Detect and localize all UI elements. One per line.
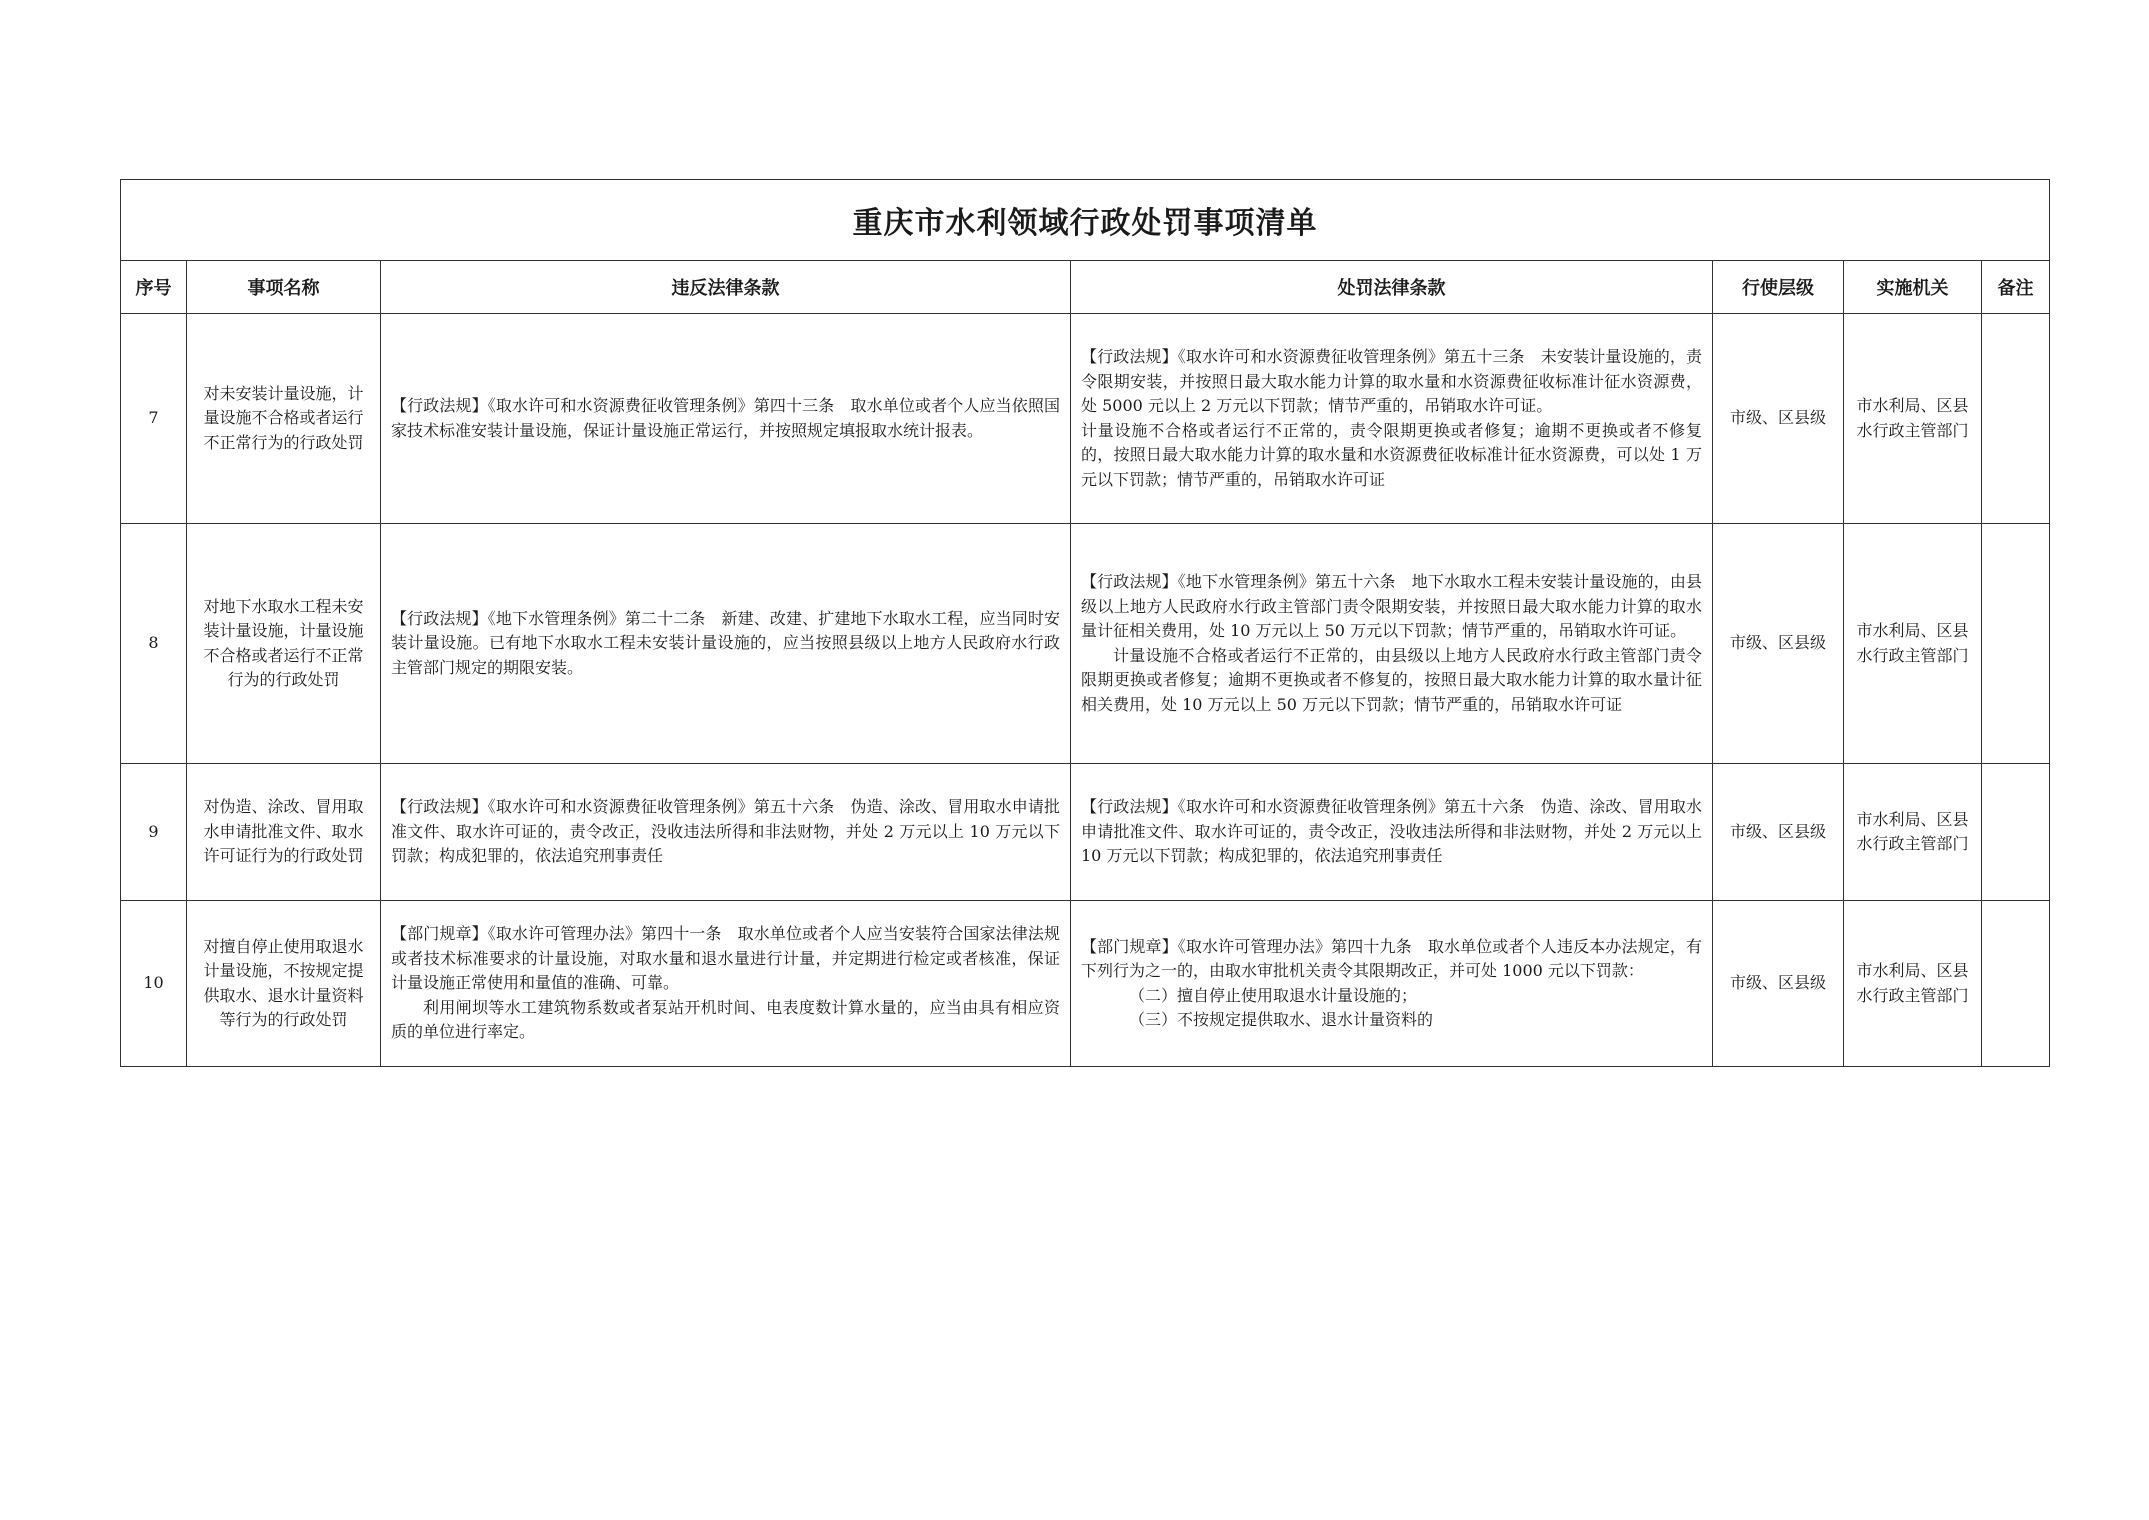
remark bbox=[1982, 764, 2050, 901]
violation-paragraph: 【部门规章】《取水许可管理办法》第四十一条 取水单位或者个人应当安装符合国家法律法规或者技术标准要求的计量设施，对取水量和退水量进行计量，并定期进行检定或者核准，保证计量设施正常使用和量值的准确、可靠。 bbox=[391, 924, 1060, 993]
penalty-list-table bbox=[120, 179, 2050, 1067]
penalty-paragraph: 【行政法规】《地下水管理条例》第五十六条 地下水取水工程未安装计量设施的，由县级以上地方人民政府水行政主管部门责令限期安装，并按照日最大取水能力计算的取水量计征相关费用，处 10 万元以上 50 万元以下罚款；情节严重的，吊销取水许可证。 bbox=[1081, 572, 1702, 640]
violation-clause bbox=[381, 314, 1071, 524]
remark bbox=[1982, 901, 2050, 1067]
exercise-level: 市级、区县级 bbox=[1713, 764, 1844, 901]
violation-clause bbox=[381, 901, 1071, 1067]
penalty-paragraph: 计量设施不合格或者运行不正常的，由县级以上地方人民政府水行政主管部门责令限期更换或者修复；逾期不更换或者不修复的，按照日最大取水能力计算的取水量计征相关费用，处 10 万元以上 50 万元以下罚款；情节严重的，吊销取水许可证 bbox=[1081, 645, 1702, 714]
violation-clause bbox=[381, 524, 1071, 764]
implementing-agency: 市水利局、区县水行政主管部门 bbox=[1844, 764, 1982, 901]
header-row bbox=[121, 261, 2050, 314]
exercise-level: 市级、区县级 bbox=[1713, 524, 1844, 764]
violation-paragraph: 【行政法规】《地下水管理条例》第二十二条 新建、改建、扩建地下水取水工程，应当同时安装计量设施。已有地下水取水工程未安装计量设施的，应当按照县级以上地方人民政府水行政主管部门规定的期限安装。 bbox=[391, 608, 1060, 677]
header-remark: 备注 bbox=[1982, 261, 2050, 314]
header-penalty: 处罚法律条款 bbox=[1071, 261, 1713, 314]
row-number: 7 bbox=[121, 314, 187, 524]
remark bbox=[1982, 314, 2050, 524]
penalty-paragraph: 【行政法规】《取水许可和水资源费征收管理条例》第五十六条 伪造、涂改、冒用取水申请批准文件、取水许可证的，责令改正，没收违法所得和非法财物，并处 2 万元以上 10 万元以下罚款；构成犯罪的，依法追究刑事责任 bbox=[1081, 797, 1702, 866]
table-row bbox=[121, 901, 2050, 1067]
title-row bbox=[121, 180, 2050, 261]
header-level: 行使层级 bbox=[1713, 261, 1844, 314]
penalty-paragraph: 计量设施不合格或者运行不正常的，责令限期更换或者修复；逾期不更换或者不修复的，按照日最大取水能力计算的取水量和水资源费征收标准计征水资源费，可以处 1 万元以下罚款；情节严重的，吊销取水许可证 bbox=[1081, 420, 1702, 489]
remark bbox=[1982, 524, 2050, 764]
penalty-paragraph: 【行政法规】《取水许可和水资源费征收管理条例》第五十三条 未安装计量设施的，责令限期安装，并按照日最大取水能力计算的取水量和水资源费征收标准计征水资源费，处 5000 元以上 2 万元以下罚款；情节严重的，吊销取水许可证。 bbox=[1081, 347, 1702, 415]
violation-paragraph: 【行政法规】《取水许可和水资源费征收管理条例》第五十六条 伪造、涂改、冒用取水申请批准文件、取水许可证的，责令改正，没收违法所得和非法财物，并处 2 万元以上 10 万元以下罚款；构成犯罪的，依法追究刑事责任 bbox=[391, 797, 1060, 866]
header-agency: 实施机关 bbox=[1844, 261, 1982, 314]
exercise-level: 市级、区县级 bbox=[1713, 314, 1844, 524]
table-row bbox=[121, 764, 2050, 901]
row-number: 8 bbox=[121, 524, 187, 764]
violation-clause bbox=[381, 764, 1071, 901]
item-name: 对擅自停止使用取退水计量设施，不按规定提供取水、退水计量资料等行为的行政处罚 bbox=[187, 901, 381, 1067]
header-no: 序号 bbox=[121, 261, 187, 314]
row-number: 9 bbox=[121, 764, 187, 901]
implementing-agency: 市水利局、区县水行政主管部门 bbox=[1844, 314, 1982, 524]
table-row bbox=[121, 314, 2050, 524]
penalty-clause bbox=[1071, 524, 1713, 764]
row-number: 10 bbox=[121, 901, 187, 1067]
header-name: 事项名称 bbox=[187, 261, 381, 314]
header-violation: 违反法律条款 bbox=[381, 261, 1071, 314]
penalty-clause bbox=[1071, 314, 1713, 524]
violation-paragraph: 【行政法规】《取水许可和水资源费征收管理条例》第四十三条 取水单位或者个人应当依照国家技术标准安装计量设施，保证计量设施正常运行，并按照规定填报取水统计报表。 bbox=[391, 396, 1060, 440]
implementing-agency: 市水利局、区县水行政主管部门 bbox=[1844, 524, 1982, 764]
penalty-clause bbox=[1071, 764, 1713, 901]
exercise-level: 市级、区县级 bbox=[1713, 901, 1844, 1067]
penalty-paragraph: 【部门规章】《取水许可管理办法》第四十九条 取水单位或者个人违反本办法规定，有下列行为之一的，由取水审批机关责令其限期改正，并可处 1000 元以下罚款： bbox=[1081, 936, 1702, 980]
table-row bbox=[121, 524, 2050, 764]
item-name: 对伪造、涂改、冒用取水申请批准文件、取水许可证行为的行政处罚 bbox=[187, 764, 381, 901]
implementing-agency: 市水利局、区县水行政主管部门 bbox=[1844, 901, 1982, 1067]
document-title: 重庆市水利领域行政处罚事项清单 bbox=[121, 180, 2050, 261]
item-name: 对未安装计量设施，计量设施不合格或者运行不正常行为的行政处罚 bbox=[187, 314, 381, 524]
item-name: 对地下水取水工程未安装计量设施，计量设施不合格或者运行不正常行为的行政处罚 bbox=[187, 524, 381, 764]
violation-paragraph: 利用闸坝等水工建筑物系数或者泵站开机时间、电表度数计算水量的，应当由具有相应资质的单位进行率定。 bbox=[391, 997, 1060, 1042]
penalty-list-item: （三）不按规定提供取水、退水计量资料的 bbox=[1129, 1010, 1434, 1029]
penalty-list-item: （二）擅自停止使用取退水计量设施的； bbox=[1129, 985, 1418, 1005]
penalty-clause bbox=[1071, 901, 1713, 1067]
